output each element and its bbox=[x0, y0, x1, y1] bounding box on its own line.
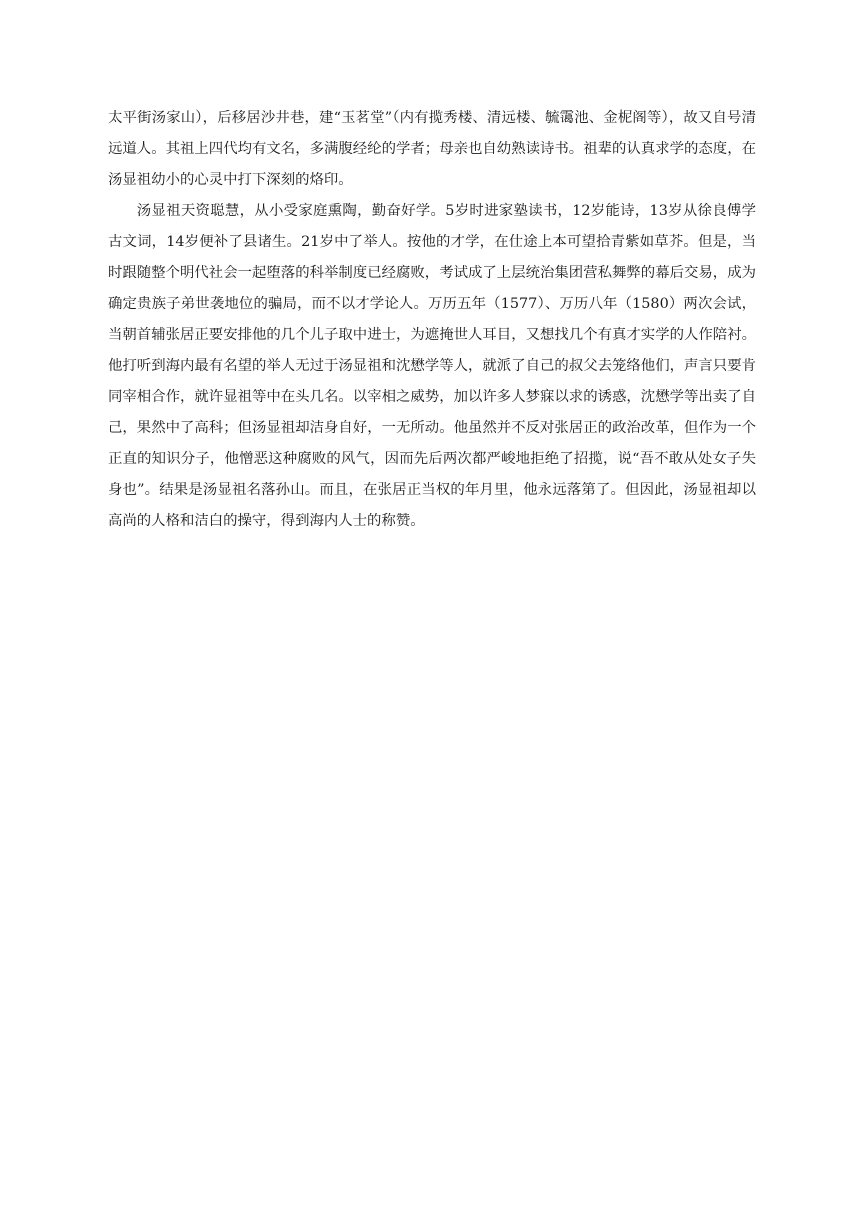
body-text bbox=[108, 103, 756, 537]
paragraph-1: 太平街汤家山），后移居沙井巷，建“玉茗堂”（内有揽秀楼、清远楼、毓霭池、金柅阁等），故又自号清远道人。其祖上四代均有文名，多满腹经纶的学者；母亲也自幼熟读诗书。祖辈的认真求学的态度，在汤显祖幼小的心灵中打下深刻的烙印。 bbox=[108, 110, 756, 188]
paragraph-2: 汤显祖天资聪慧，从小受家庭熏陶，勤奋好学。5岁时进家塾读书，12岁能诗，13岁从徐良傅学古文词，14岁便补了县诸生。21岁中了举人。按他的才学，在仕途上本可望拾青紫如草芥。但是，当时跟随整个明代社会一起堕落的科举制度已经腐败，考试成了上层统治集团营私舞弊的幕后交易，成为确定贵族子弟世袭地位的骗局，而不以才学论人。万历五年（1577）、万历八年（1580）两次会试，当朝首辅张居正要安排他的几个儿子取中进士，为遮掩世人耳目，又想找几个有真才实学的人作陪衬。他打听到海内最有名望的举人无过于汤显祖和沈懋学等人，就派了自己的叔父去笼络他们，声言只要肯同宰相合作，就许显祖等中在头几名。以宰相之威势，加以许多人梦寐以求的诱惑，沈懋学等出卖了自己，果然中了高科；但汤显祖却洁身自好，一无所动。他虽然并不反对张居正的政治改革，但作为一个正直的知识分子，他憎恶这种腐败的风气，因而先后两次都严峻地拒绝了招揽，说“吾不敢从处女子失身也”。结果是汤显祖名落孙山。而且，在张居正当权的年月里，他永远落第了。但因此，汤显祖却以高尚的人格和洁白的操守，得到海内人士的称赞。 bbox=[108, 203, 756, 529]
